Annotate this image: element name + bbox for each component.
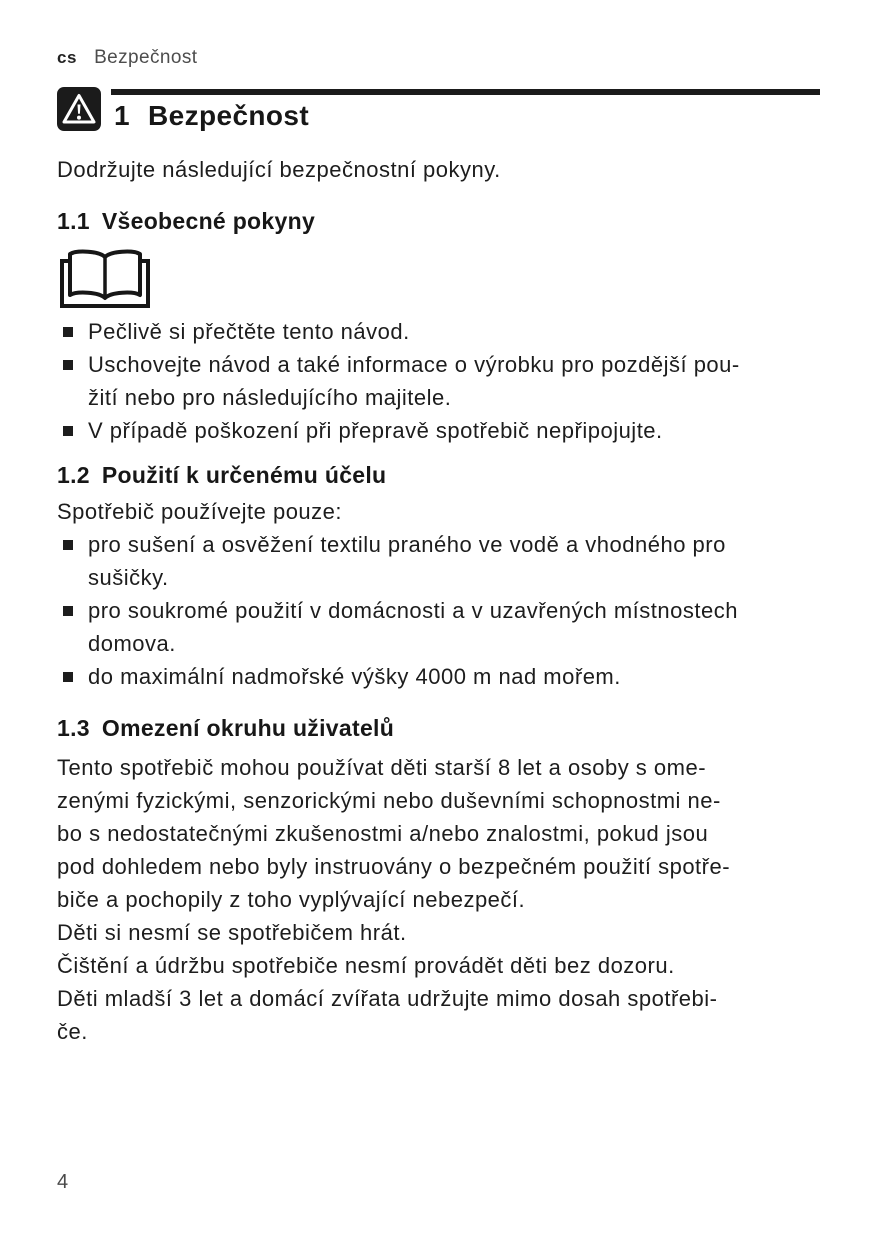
warning-triangle-icon (57, 87, 101, 131)
text-line: biče a pochopily z toho vyplývající nebezpečí. (57, 887, 526, 912)
list-item-text (88, 594, 820, 660)
text-line: pro soukromé použití v domácnosti a v uzavřených místnostech (88, 598, 738, 623)
text-line: zenými fyzickými, senzorickými nebo duševními schopnostmi ne- (57, 788, 721, 813)
square-bullet-icon (63, 606, 73, 616)
intended-use-list (57, 528, 820, 693)
text-line: Děti mladší 3 let a domácí zvířata udržujte mimo dosah spotřebi- (57, 986, 718, 1011)
open-book-icon (57, 246, 153, 310)
text-line: žití nebo pro následujícího majitele. (88, 385, 452, 410)
running-title: Bezpečnost (94, 47, 198, 68)
language-code: cs (57, 48, 78, 67)
text-line: do maximální nadmořské výšky 4000 m nad mořem. (88, 664, 621, 689)
chapter-title-text: Bezpečnost (147, 100, 310, 131)
list-item-text (88, 414, 820, 447)
text-line: sušičky. (88, 565, 169, 590)
section-number: 1.2 (57, 462, 90, 488)
list-item (57, 315, 820, 348)
page-footer (57, 1171, 69, 1194)
text-line: pro sušení a osvěžení textilu praného ve vodě a vhodného pro (88, 532, 726, 557)
text-line: V případě poškození při přepravě spotřebič nepřipojujte. (88, 418, 663, 443)
chapter-heading-right (111, 87, 820, 132)
text-line: Uschovejte návod a také informace o výrobku pro pozdější pou- (88, 352, 740, 377)
text-line: Děti si nesmí se spotřebičem hrát. (57, 920, 407, 945)
square-bullet-icon (63, 327, 73, 337)
running-header (57, 0, 820, 69)
list-item-text (88, 660, 820, 693)
chapter-intro-text: Dodržujte následující bezpečnostní pokyny. (57, 157, 501, 182)
list-item (57, 528, 820, 594)
text-line: Pečlivě si přečtěte tento návod. (88, 319, 410, 344)
list-item (57, 660, 820, 693)
page-number: 4 (57, 1171, 69, 1193)
section-title-text: Omezení okruhu uživatelů (101, 715, 395, 741)
chapter-title (114, 100, 820, 132)
section-number: 1.1 (57, 208, 90, 234)
text-line: Tento spotřebič mohou používat děti starší 8 let a osoby s ome- (57, 755, 707, 780)
chapter-number: 1 (114, 100, 130, 131)
square-bullet-icon (63, 540, 73, 550)
list-item (57, 594, 820, 660)
text-line: Čištění a údržbu spotřebiče nesmí provádět děti bez dozoru. (57, 953, 675, 978)
list-item (57, 414, 820, 447)
list-item-text (88, 348, 820, 414)
text-line: če. (57, 1019, 88, 1044)
square-bullet-icon (63, 426, 73, 436)
square-bullet-icon (63, 672, 73, 682)
heading-rule (111, 89, 820, 95)
list-item-text (88, 315, 820, 348)
square-bullet-icon (63, 360, 73, 370)
general-instructions-list (57, 315, 820, 447)
text-line: pod dohledem nebo byly instruovány o bezpečném použití spotře- (57, 854, 731, 879)
intended-use-intro: Spotřebič používejte pouze: (57, 499, 343, 524)
section-title-intended-use (57, 460, 820, 490)
text-line: bo s nedostatečnými zkušenostmi a/nebo znalostmi, pokud jsou (57, 821, 709, 846)
section-title-user-restriction (57, 713, 820, 743)
section-title-general (57, 206, 820, 236)
list-item (57, 348, 820, 414)
user-restriction-paragraph (57, 751, 820, 1048)
section-number: 1.3 (57, 715, 90, 741)
chapter-heading-block (57, 87, 820, 132)
section-title-text: Všeobecné pokyny (101, 208, 316, 234)
text-line: domova. (88, 631, 176, 656)
section-title-text: Použití k určenému účelu (101, 462, 387, 488)
list-item-text (88, 528, 820, 594)
